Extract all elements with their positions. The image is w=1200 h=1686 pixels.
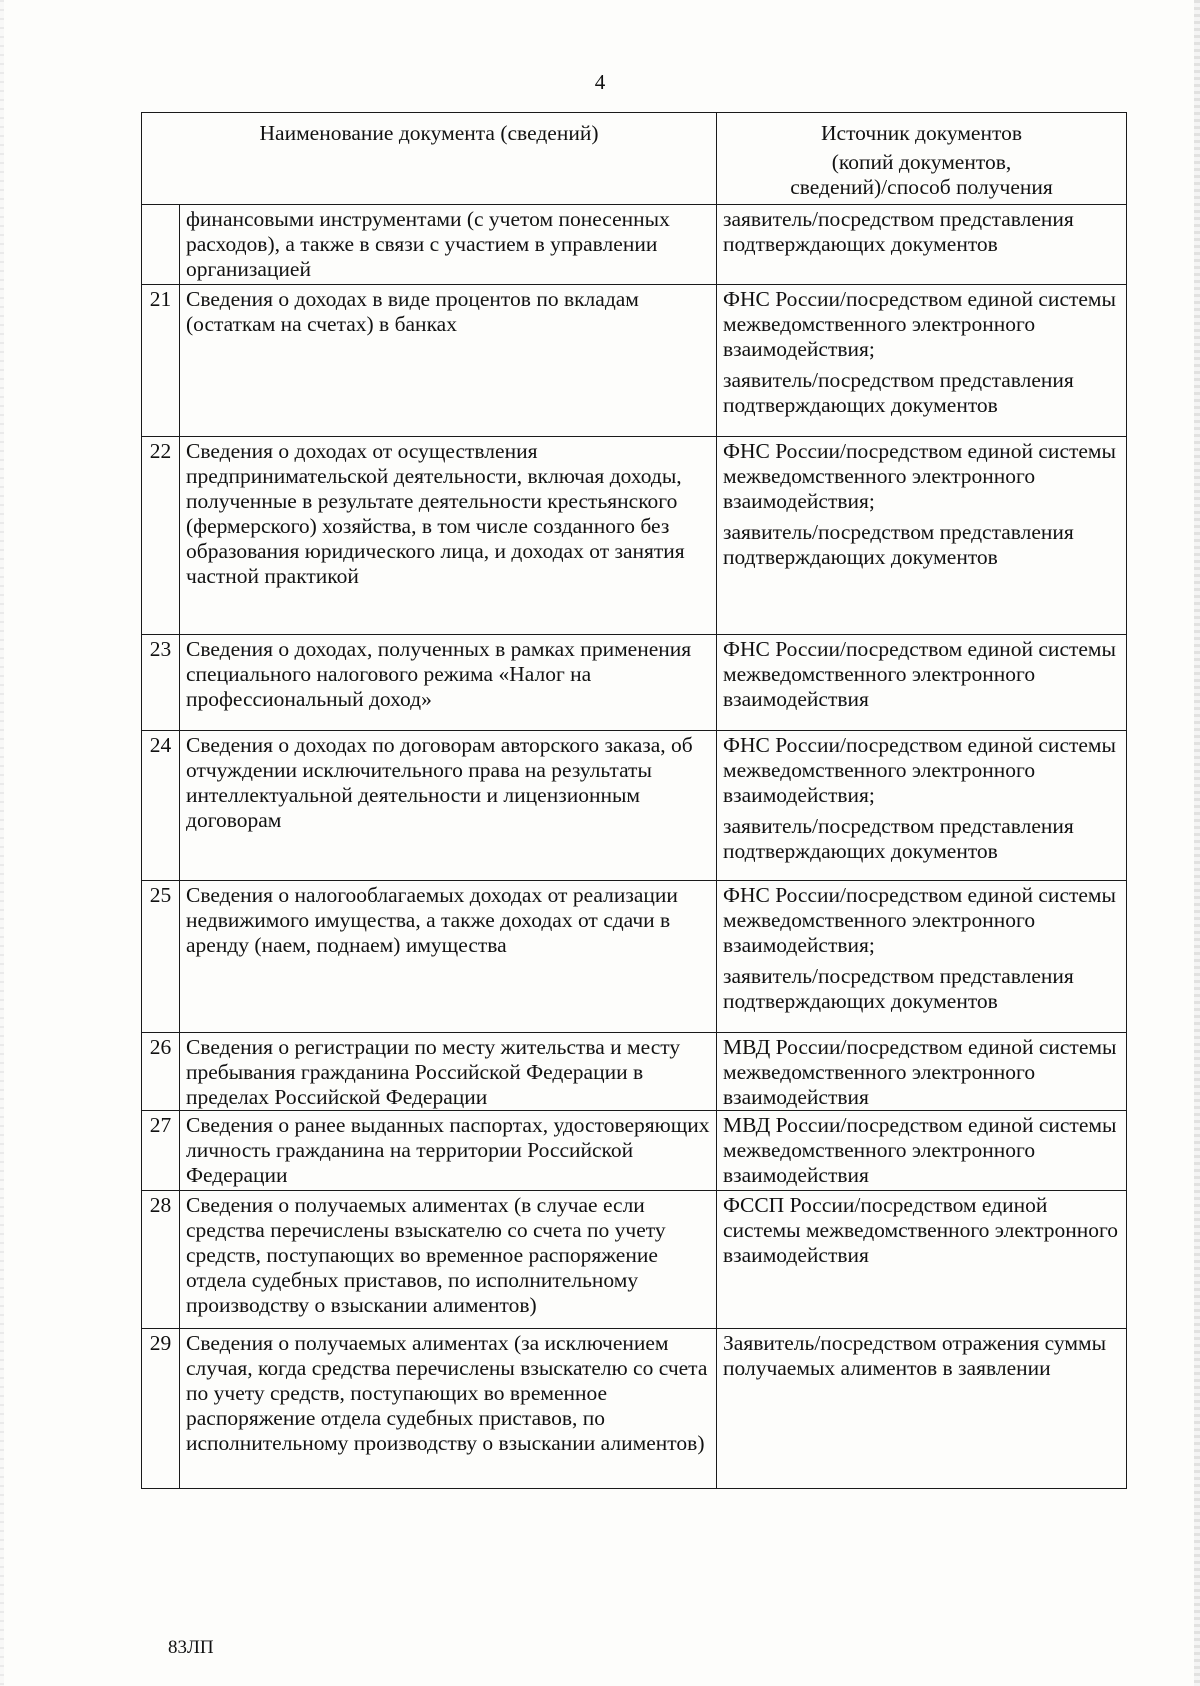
- header-document-name: Наименование документа (сведений): [142, 113, 717, 205]
- row-document-name: Сведения о регистрации по месту жительства и месту пребывания гражданина Российской Федерации в пределах Российской Федерации: [180, 1033, 717, 1111]
- row-document-name: Сведения о доходах в виде процентов по вкладам (остаткам на счетах) в банках: [180, 285, 717, 437]
- row-document-name: финансовыми инструментами (с учетом понесенных расходов), а также в связи с участием в управлении организацией: [180, 205, 717, 285]
- scan-edge-left: [0, 0, 4, 1686]
- row-number: 29: [142, 1329, 180, 1489]
- row-document-name: Сведения о ранее выданных паспортах, удостоверяющих личность гражданина на территории Российской Федерации: [180, 1111, 717, 1191]
- source-entry: заявитель/посредством представления подтверждающих документов: [723, 207, 1074, 256]
- row-document-name: Сведения о получаемых алиментах (за исключением случая, когда средства перечислены взыскателю со счета по учету средств, поступающих во временное распоряжение отдела судебных приставов, по исполнительному производству о взыскании алиментов): [180, 1329, 717, 1489]
- header-source-line: Источник документов: [821, 121, 1022, 145]
- table-row: [142, 285, 1127, 437]
- row-document-name: Сведения о налогооблагаемых доходах от реализации недвижимого имущества, а также доходах от сдачи в аренду (наем, поднаем) имущества: [180, 881, 717, 1033]
- row-document-source: [717, 205, 1127, 285]
- documents-table: [141, 112, 1127, 1489]
- source-entry: заявитель/посредством представления подтверждающих документов: [723, 368, 1074, 417]
- table-header-row: [142, 113, 1127, 205]
- source-entry: ФНС России/посредством единой системы межведомственного электронного взаимодействия: [723, 637, 1116, 711]
- header-source-line: сведений)/способ получения: [790, 175, 1053, 199]
- source-entry: ФНС России/посредством единой системы межведомственного электронного взаимодействия;: [723, 439, 1116, 513]
- header-source-line: (копий документов,: [831, 150, 1012, 174]
- scan-edge-right: [1194, 0, 1200, 1686]
- table-row: [142, 881, 1127, 1033]
- table-row: [142, 635, 1127, 731]
- source-entry: заявитель/посредством представления подтверждающих документов: [723, 520, 1074, 569]
- source-entry: заявитель/посредством представления подтверждающих документов: [723, 814, 1074, 863]
- row-document-source: [717, 285, 1127, 437]
- footer-code: 83ЛП: [168, 1637, 214, 1658]
- row-document-source: [717, 1329, 1127, 1489]
- row-document-name: Сведения о получаемых алиментах (в случае если средства перечислены взыскателю со счета по учету средств, поступающих во временное распоряжение отдела судебных приставов, по исполнительному производству о взыскании алиментов): [180, 1191, 717, 1329]
- table-row: [142, 1329, 1127, 1489]
- row-number: 25: [142, 881, 180, 1033]
- source-entry: ФНС России/посредством единой системы межведомственного электронного взаимодействия;: [723, 287, 1116, 361]
- row-document-source: [717, 1111, 1127, 1191]
- table-row: [142, 205, 1127, 285]
- row-number: 22: [142, 437, 180, 635]
- table-row: [142, 1191, 1127, 1329]
- row-number: 28: [142, 1191, 180, 1329]
- row-document-source: [717, 881, 1127, 1033]
- table-row: [142, 1111, 1127, 1191]
- row-document-name: Сведения о доходах, полученных в рамках применения специального налогового режима «Налог на профессиональный доход»: [180, 635, 717, 731]
- table-row: [142, 731, 1127, 881]
- row-number: 23: [142, 635, 180, 731]
- row-document-source: [717, 1191, 1127, 1329]
- row-number: 21: [142, 285, 180, 437]
- row-document-source: [717, 635, 1127, 731]
- source-entry: Заявитель/посредством отражения суммы получаемых алиментов в заявлении: [723, 1331, 1107, 1380]
- header-document-source: [717, 113, 1127, 205]
- row-document-name: Сведения о доходах от осуществления предпринимательской деятельности, включая доходы, полученные в результате деятельности крестьянского (фермерского) хозяйства, в том числе созданного без образования юридического лица, и доходах от занятия частной практикой: [180, 437, 717, 635]
- source-entry: ФССП России/посредством единой системы межведомственного электронного взаимодействия: [723, 1193, 1119, 1267]
- source-entry: МВД России/посредством единой системы межведомственного электронного взаимодействия: [723, 1035, 1117, 1109]
- row-document-name: Сведения о доходах по договорам авторского заказа, об отчуждении исключительного права на результаты интеллектуальной деятельности и лицензионным договорам: [180, 731, 717, 881]
- row-number: 26: [142, 1033, 180, 1111]
- row-number: 27: [142, 1111, 180, 1191]
- row-document-source: [717, 1033, 1127, 1111]
- source-entry: заявитель/посредством представления подтверждающих документов: [723, 964, 1074, 1013]
- table-body: [142, 205, 1127, 1489]
- source-entry: ФНС России/посредством единой системы межведомственного электронного взаимодействия;: [723, 733, 1116, 807]
- source-entry: МВД России/посредством единой системы межведомственного электронного взаимодействия: [723, 1113, 1117, 1187]
- source-entry: ФНС России/посредством единой системы межведомственного электронного взаимодействия;: [723, 883, 1116, 957]
- row-number: 24: [142, 731, 180, 881]
- row-document-source: [717, 437, 1127, 635]
- row-document-source: [717, 731, 1127, 881]
- table-row: [142, 1033, 1127, 1111]
- row-number: [142, 205, 180, 285]
- page-number: 4: [594, 70, 606, 94]
- table-row: [142, 437, 1127, 635]
